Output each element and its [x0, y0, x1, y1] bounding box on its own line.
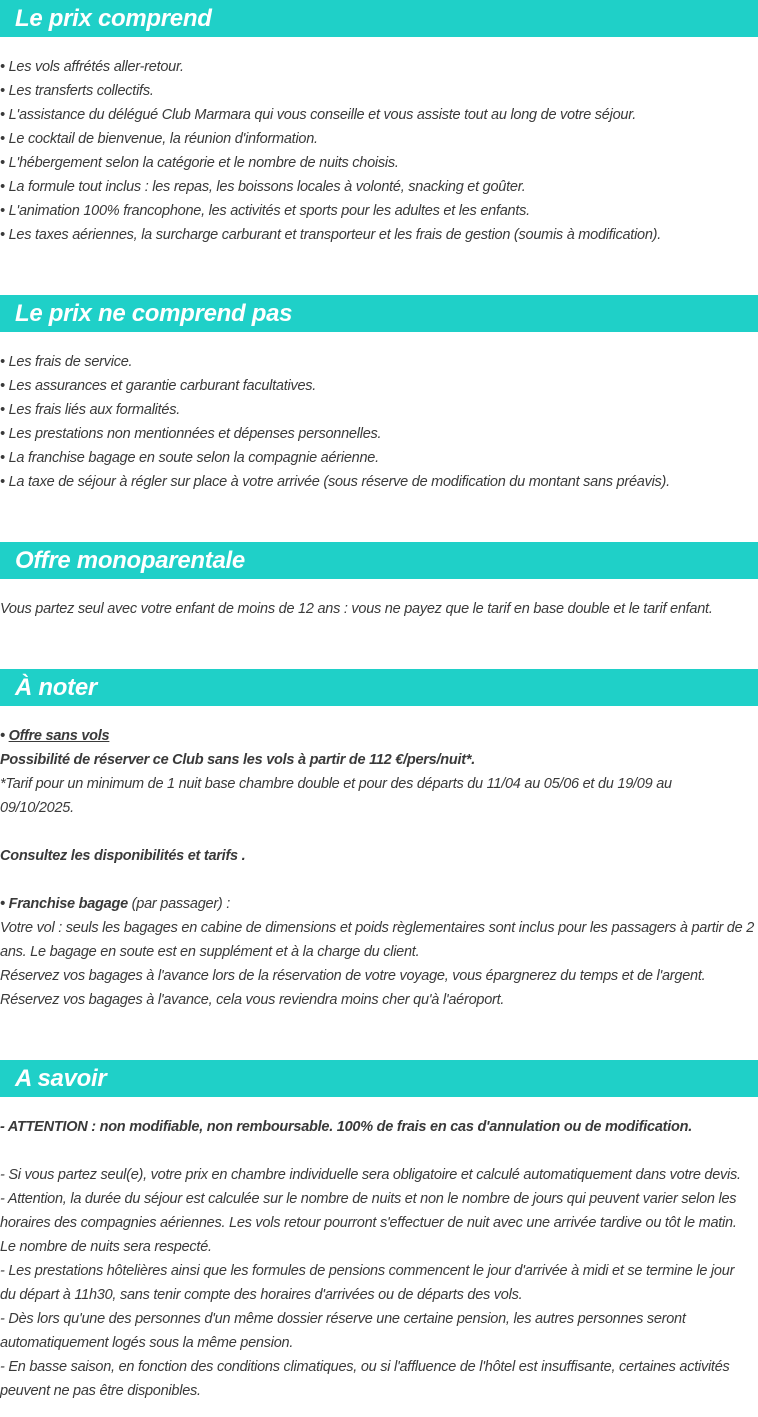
no-flight-heading	[0, 724, 758, 748]
list-item: • Les assurances et garantie carburant facultatives.	[0, 378, 317, 394]
bullet: •	[0, 728, 9, 744]
notes-body	[0, 724, 758, 1012]
list-item: • L'animation 100% francophone, les activités et sports pour les adultes et les enfants.	[0, 203, 530, 219]
baggage-text: Réservez vos bagages à l'avance lors de la réservation de votre voyage, vous épargnerez du temps et de l'argent.	[0, 968, 706, 984]
info-line: - En basse saison, en fonction des conditions climatiques, ou si l'affluence de l'hôtel est insuffisante, certaines activités	[0, 1359, 730, 1375]
section-single-parent	[0, 542, 758, 621]
section-excluded	[0, 295, 758, 494]
section-title: Le prix ne comprend pas	[15, 299, 293, 327]
section-header	[0, 669, 758, 706]
baggage-text: Réservez vos bagages à l'avance, cela vous reviendra moins cher qu'à l'aéroport.	[0, 992, 505, 1008]
excluded-list	[0, 350, 758, 494]
list-item: • La formule tout inclus : les repas, les boissons locales à volonté, snacking et goûter.	[0, 179, 526, 195]
section-header	[0, 0, 758, 37]
section-included	[0, 0, 758, 247]
list-item: • Les taxes aériennes, la surcharge carburant et transporteur et les frais de gestion (soumis à modification).	[0, 227, 662, 243]
no-flight-price: Possibilité de réserver ce Club sans les vols à partir de 112 €/pers/nuit*.	[0, 752, 476, 768]
no-flight-footnote: 09/10/2025.	[0, 800, 74, 816]
no-flight-link[interactable]: Offre sans vols	[8, 728, 110, 744]
list-item: • Le cocktail de bienvenue, la réunion d'information.	[0, 131, 318, 147]
list-item: • Les prestations non mentionnées et dépenses personnelles.	[0, 426, 382, 442]
included-list	[0, 55, 758, 247]
section-title: A savoir	[15, 1064, 107, 1092]
good-to-know-body	[0, 1115, 758, 1403]
section-header	[0, 1060, 758, 1097]
info-line: du départ à 11h30, sans tenir compte des horaires d'arrivées ou de départs des vols.	[0, 1287, 523, 1303]
availability-link[interactable]: Consultez les disponibilités et tarifs .	[0, 848, 246, 864]
single-parent-text-block	[0, 597, 758, 621]
bullet: •	[0, 896, 9, 912]
list-item: • Les frais liés aux formalités.	[0, 402, 181, 418]
no-flight-footnote: *Tarif pour un minimum de 1 nuit base chambre double et pour des départs du 11/04 au 05/06 et du 19/09 au	[0, 776, 672, 792]
section-header	[0, 295, 758, 332]
section-title: À noter	[15, 673, 97, 701]
list-item: • Les vols affrétés aller-retour.	[0, 59, 184, 75]
baggage-heading	[0, 892, 758, 916]
baggage-text: ans. Le bagage en soute est en supplément et à la charge du client.	[0, 944, 420, 960]
info-line: automatiquement logés sous la même pension.	[0, 1335, 294, 1351]
list-item: • L'assistance du délégué Club Marmara qui vous conseille et vous assiste tout au long de votre séjour.	[0, 107, 637, 123]
baggage-suffix: (par passager) :	[127, 896, 231, 912]
list-item: • La taxe de séjour à régler sur place à votre arrivée (sous réserve de modification du montant sans préavis).	[0, 474, 670, 490]
list-item: • Les transferts collectifs.	[0, 83, 154, 99]
info-line: Le nombre de nuits sera respecté.	[0, 1239, 212, 1255]
baggage-title: Franchise bagage	[8, 896, 128, 912]
section-title: Le prix comprend	[15, 4, 212, 32]
warning-text: - ATTENTION : non modifiable, non remboursable. 100% de frais en cas d'annulation ou de modification.	[0, 1119, 692, 1135]
info-line: - Si vous partez seul(e), votre prix en chambre individuelle sera obligatoire et calculé automatiquement dans votre devis.	[0, 1167, 741, 1183]
section-title: Offre monoparentale	[15, 546, 245, 574]
section-good-to-know	[0, 1060, 758, 1403]
list-item: • L'hébergement selon la catégorie et le nombre de nuits choisis.	[0, 155, 399, 171]
section-header	[0, 542, 758, 579]
info-line: horaires des compagnies aériennes. Les vols retour pourront s'effectuer de nuit avec une arrivée tardive ou tôt le matin.	[0, 1215, 737, 1231]
info-line: - Dès lors qu'une des personnes d'un même dossier réserve une certaine pension, les autres personnes seront	[0, 1311, 686, 1327]
section-notes	[0, 669, 758, 1012]
info-line: - Attention, la durée du séjour est calculée sur le nombre de nuits et non le nombre de jours qui peuvent varier selon les	[0, 1191, 737, 1207]
single-parent-text: Vous partez seul avec votre enfant de moins de 12 ans : vous ne payez que le tarif en base double et le tarif enfant.	[0, 601, 713, 617]
info-line: - Les prestations hôtelières ainsi que les formules de pensions commencent le jour d'arrivée à midi et se termine le jour	[0, 1263, 735, 1279]
list-item: • Les frais de service.	[0, 354, 133, 370]
info-line: peuvent ne pas être disponibles.	[0, 1383, 201, 1399]
baggage-text: Votre vol : seuls les bagages en cabine de dimensions et poids règlementaires sont inclus pour les passagers à partir de 2	[0, 920, 755, 936]
list-item: • La franchise bagage en soute selon la compagnie aérienne.	[0, 450, 379, 466]
